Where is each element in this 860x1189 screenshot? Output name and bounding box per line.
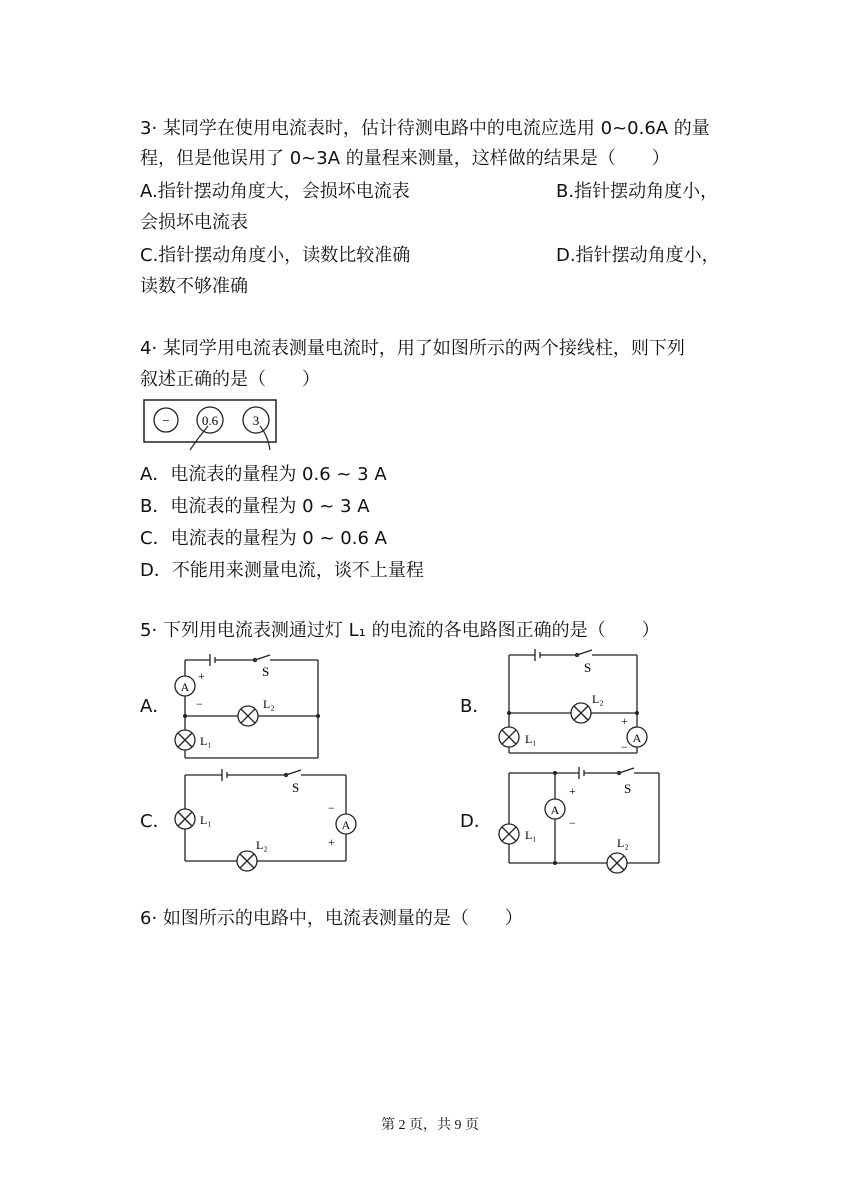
terminal-minus	[154, 408, 178, 432]
circuit-b-switch-label: S	[584, 660, 592, 675]
circuit-c-plus: +	[328, 835, 335, 849]
terminal-0-6-label: 0.6	[201, 413, 219, 428]
circuit-d-label: D．	[460, 811, 492, 832]
circuit-a-plus: +	[198, 669, 205, 683]
q3-option-b: B.指针摆动角度小，	[556, 181, 719, 202]
terminal-3-label: 3	[252, 413, 260, 428]
q5-stem: 5· 下列用电流表测通过灯 L₁ 的电流的各电路图正确的是（ ）	[140, 620, 660, 641]
circuit-a-switch-label: S	[262, 664, 270, 679]
q3-option-d: D.指针摆动角度小，	[556, 245, 720, 266]
q3-option-c: C.指针摆动角度小，读数比较准确	[140, 245, 411, 266]
q4-option-a: A．电流表的量程为 0.6 ~ 3 A	[140, 464, 387, 485]
circuit-b-l2: L₂	[592, 692, 604, 706]
circuit-a-ammeter-label: A	[180, 680, 190, 694]
q3-option-b-cont: 会损坏电流表	[140, 212, 248, 233]
circuit-d-switch-label: S	[624, 781, 632, 796]
circuit-b-ammeter-label: A	[632, 731, 642, 745]
circuit-a-l2: L₂	[263, 697, 275, 711]
circuit-b-minus: −	[621, 740, 628, 754]
q4-option-b: B．电流表的量程为 0 ~ 3 A	[140, 496, 370, 517]
terminal-3	[243, 407, 269, 433]
q3-stem-line2: 程，但是他误用了 0~3A 的量程来测量，这样做的结果是（ ）	[140, 148, 670, 169]
circuit-c	[170, 765, 360, 877]
q4-option-c: C．电流表的量程为 0 ~ 0.6 A	[140, 528, 387, 549]
circuit-c-minus: −	[328, 801, 335, 815]
wire-0-6	[190, 426, 208, 450]
circuit-b	[495, 645, 660, 757]
terminal-0-6	[197, 407, 223, 433]
q3-option-a: A.指针摆动角度大，会损坏电流表	[140, 181, 410, 202]
circuit-b-label: B．	[460, 696, 491, 717]
circuit-c-l1: L₁	[200, 813, 212, 827]
circuit-b-l1: L₁	[525, 732, 537, 746]
circuit-d-plus: +	[569, 784, 576, 798]
circuit-c-label: C．	[140, 811, 171, 832]
q3-option-d-cont: 读数不够准确	[140, 276, 248, 297]
circuit-c-ammeter-label: A	[341, 818, 351, 832]
circuit-c-switch-label: S	[292, 780, 300, 795]
circuit-d-minus: −	[569, 816, 576, 830]
circuit-a-minus: −	[196, 697, 203, 711]
circuit-b-plus: +	[621, 714, 628, 728]
circuit-d-l1: L₁	[525, 828, 537, 842]
q3-stem-line1: 3· 某同学在使用电流表时，估计待测电路中的电流应选用 0~0.6A 的量	[140, 118, 710, 139]
circuit-d-l2: L₂	[617, 836, 629, 850]
q4-option-d: D．不能用来测量电流，谈不上量程	[140, 560, 424, 581]
q4-stem-line1: 4· 某同学用电流表测量电流时，用了如图所示的两个接线柱，则下列	[140, 338, 685, 359]
circuit-d-ammeter-label: A	[550, 803, 560, 817]
circuit-a-l1: L₁	[200, 734, 212, 748]
ammeter-terminals-figure	[142, 396, 282, 452]
circuit-a-label: A．	[140, 696, 171, 717]
circuit-d	[495, 765, 670, 875]
q6-stem: 6· 如图所示的电路中，电流表测量的是（ ）	[140, 908, 523, 929]
circuit-c-l2: L₂	[256, 838, 268, 852]
page-footer: 第 2 页，共 9 页	[381, 1118, 479, 1133]
circuit-a	[170, 650, 330, 762]
q4-stem-line2: 叙述正确的是（ ）	[140, 369, 320, 390]
terminal-minus-label: −	[162, 413, 170, 428]
